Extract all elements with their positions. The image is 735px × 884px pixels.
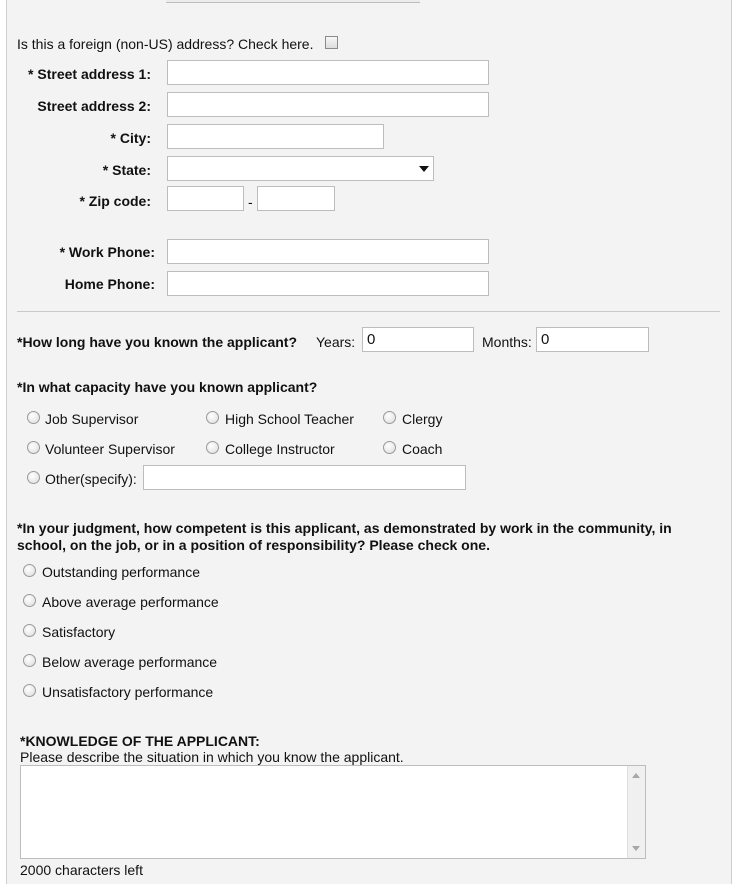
capacity-option-label: College Instructor [225, 441, 335, 457]
competence-option-label: Below average performance [42, 654, 218, 670]
competence-option-label: Unsatisfactory performance [42, 684, 214, 700]
months-input[interactable]: 0 [536, 327, 649, 352]
competence-question: *In your judgment, how competent is this applicant, as demonstrated by work in the community, in school, on the job, or in a position of responsibility? Please check one. [17, 520, 672, 553]
foreign-address-question [17, 36, 313, 52]
zip-extension-input[interactable] [257, 186, 335, 211]
home-phone-input[interactable] [167, 271, 489, 296]
capacity-option-label: Clergy [402, 411, 443, 427]
street-address-2-label: Street address 2: [37, 98, 151, 114]
years-label: Years: [316, 334, 356, 350]
capacity-question: *In what capacity have you known applicant? [17, 379, 318, 395]
foreign-address-label: Is this a foreign (non-US) address? Check here. [17, 36, 314, 52]
scroll-down-icon[interactable] [632, 846, 640, 851]
state-label: * State: [102, 162, 151, 178]
capacity-option-label: Job Supervisor [45, 411, 139, 427]
capacity-option-label: Volunteer Supervisor [45, 441, 175, 457]
radio-outstanding[interactable] [23, 564, 36, 577]
knowledge-textarea[interactable] [20, 765, 646, 859]
capacity-option-label: Coach [402, 441, 443, 457]
radio-job-supervisor[interactable] [27, 411, 40, 424]
work-phone-input[interactable] [167, 239, 489, 264]
state-select[interactable] [167, 156, 434, 181]
zip-code-input[interactable] [167, 186, 244, 211]
competence-option-label: Above average performance [42, 594, 219, 610]
city-label: * City: [110, 130, 151, 146]
competence-option-label: Satisfactory [42, 624, 116, 640]
months-label: Months: [482, 334, 532, 350]
radio-above-average[interactable] [23, 594, 36, 607]
street-address-2-input[interactable] [167, 92, 489, 117]
characters-left: 2000 characters left [20, 862, 143, 878]
city-input[interactable] [167, 124, 384, 149]
radio-volunteer-supervisor[interactable] [27, 441, 40, 454]
chevron-down-icon [419, 166, 429, 172]
top-input-edge [166, 0, 420, 3]
years-input[interactable]: 0 [362, 327, 474, 352]
competence-option-label: Outstanding performance [42, 564, 200, 580]
textarea-scrollbar[interactable] [627, 766, 645, 858]
knowledge-description: Please describe the situation in which you know the applicant. [20, 749, 404, 765]
known-duration-question: *How long have you known the applicant? [17, 334, 298, 350]
work-phone-label: * Work Phone: [59, 244, 155, 260]
radio-satisfactory[interactable] [23, 624, 36, 637]
knowledge-heading: *KNOWLEDGE OF THE APPLICANT: [20, 733, 260, 749]
radio-below-average[interactable] [23, 654, 36, 667]
capacity-option-label: Other(specify): [45, 471, 137, 487]
radio-other[interactable] [27, 471, 40, 484]
other-specify-input[interactable] [143, 465, 466, 490]
home-phone-label: Home Phone: [64, 276, 155, 292]
scroll-up-icon[interactable] [632, 773, 640, 778]
radio-high-school-teacher[interactable] [206, 411, 219, 424]
street-address-1-label: * Street address 1: [28, 66, 151, 82]
section-divider [17, 311, 720, 312]
radio-coach[interactable] [383, 441, 396, 454]
foreign-address-checkbox[interactable] [325, 36, 338, 49]
radio-clergy[interactable] [383, 411, 396, 424]
radio-unsatisfactory[interactable] [23, 684, 36, 697]
capacity-option-label: High School Teacher [225, 411, 354, 427]
zip-code-label: * Zip code: [79, 193, 151, 209]
street-address-1-input[interactable] [167, 60, 489, 85]
zip-separator: - [248, 194, 253, 210]
radio-college-instructor[interactable] [206, 441, 219, 454]
